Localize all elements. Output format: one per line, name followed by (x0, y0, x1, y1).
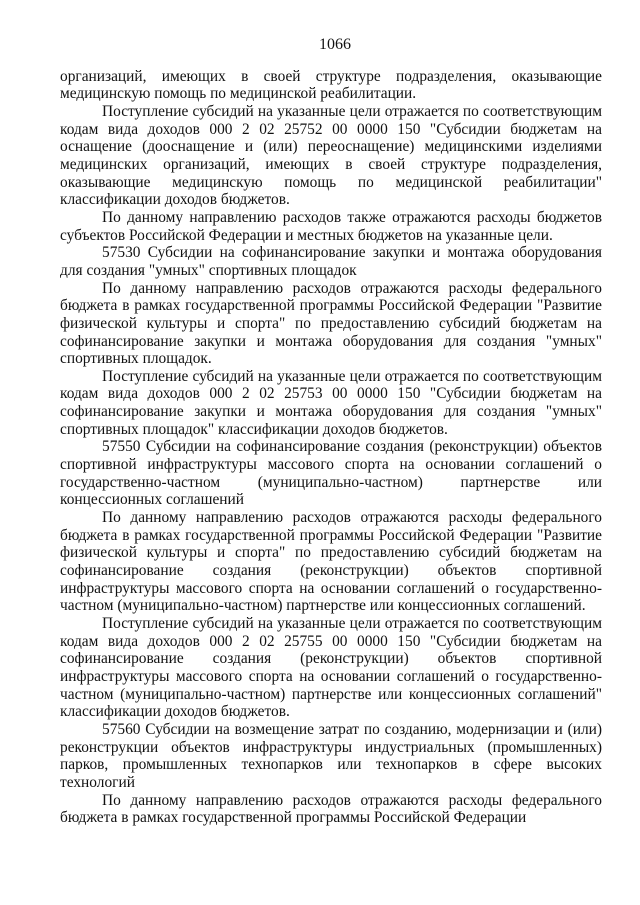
paragraph: Поступление субсидий на указанные цели отражается по соответствующим кодам вида доходов 000 2 02 25753 00 0000 150 "Субсидии бюджетам на софинансирование закупки и монтажа оборудования для создания "умных" спортивных площадок" классификации доходов бюджетов. (60, 367, 602, 438)
paragraph: По данному направлению расходов отражаются расходы федерального бюджета в рамках государственной программы Российской Федерации (60, 791, 602, 827)
document-body (60, 68, 602, 827)
paragraph: Поступление субсидий на указанные цели отражается по соответствующим кодам вида доходов 000 2 02 25755 00 0000 150 "Субсидии бюджетам на софинансирование создания (реконструкции) объектов спортивной инфраструктуры массового спорта на основании соглашений о государственно-частном (муниципально-частном) партнерстве или концессионных соглашений" классификации доходов бюджетов. (60, 615, 602, 721)
paragraph: По данному направлению расходов отражаются расходы федерального бюджета в рамках государственной программы Российской Федерации "Развитие физической культуры и спорта" по предоставлению субсидий бюджетам на софинансирование создания (реконструкции) объектов спортивной инфраструктуры массового спорта на основании соглашений о государственно-частном (муниципально-частном) партнерстве или концессионных соглашений. (60, 509, 602, 615)
paragraph: По данному направлению расходов также отражаются расходы бюджетов субъектов Российской Федерации и местных бюджетов на указанные цели. (60, 208, 602, 244)
section-heading-57530: 57530 Субсидии на софинансирование закупки и монтажа оборудования для создания "умных" спортивных площадок (60, 244, 602, 279)
page-number: 1066 (319, 36, 351, 53)
document-page (60, 36, 602, 827)
paragraph: Поступление субсидий на указанные цели отражается по соответствующим кодам вида доходов 000 2 02 25752 00 0000 150 "Субсидии бюджетам на оснащение (дооснащение и (или) переоснащение) медицинскими изделиями медицинских организаций, имеющих в своей структуре подразделения, оказывающие медицинскую помощь по медицинской реабилитации" классификации доходов бюджетов. (60, 102, 602, 209)
section-heading-57550: 57550 Субсидии на софинансирование создания (реконструкции) объектов спортивной инфраструктуры массового спорта на основании соглашений о государственно-частном (муниципально-частном) партнерстве или концессионных соглашений (60, 438, 602, 509)
section-heading-57560: 57560 Субсидии на возмещение затрат по созданию, модернизации и (или) реконструкции объектов инфраструктуры индустриальных (промышленных) парков, промышленных технопарков или технопарков в сфере высоких технологий (60, 720, 602, 791)
paragraph: организаций, имеющих в своей структуре подразделения, оказывающие медицинскую помощь по медицинской реабилитации. (60, 67, 602, 103)
paragraph: По данному направлению расходов отражаются расходы федерального бюджета в рамках государственной программы Российской Федерации "Развитие физической культуры и спорта" по предоставлению субсидий бюджетам на софинансирование закупки и монтажа оборудования для создания "умных" спортивных площадок. (60, 279, 602, 368)
